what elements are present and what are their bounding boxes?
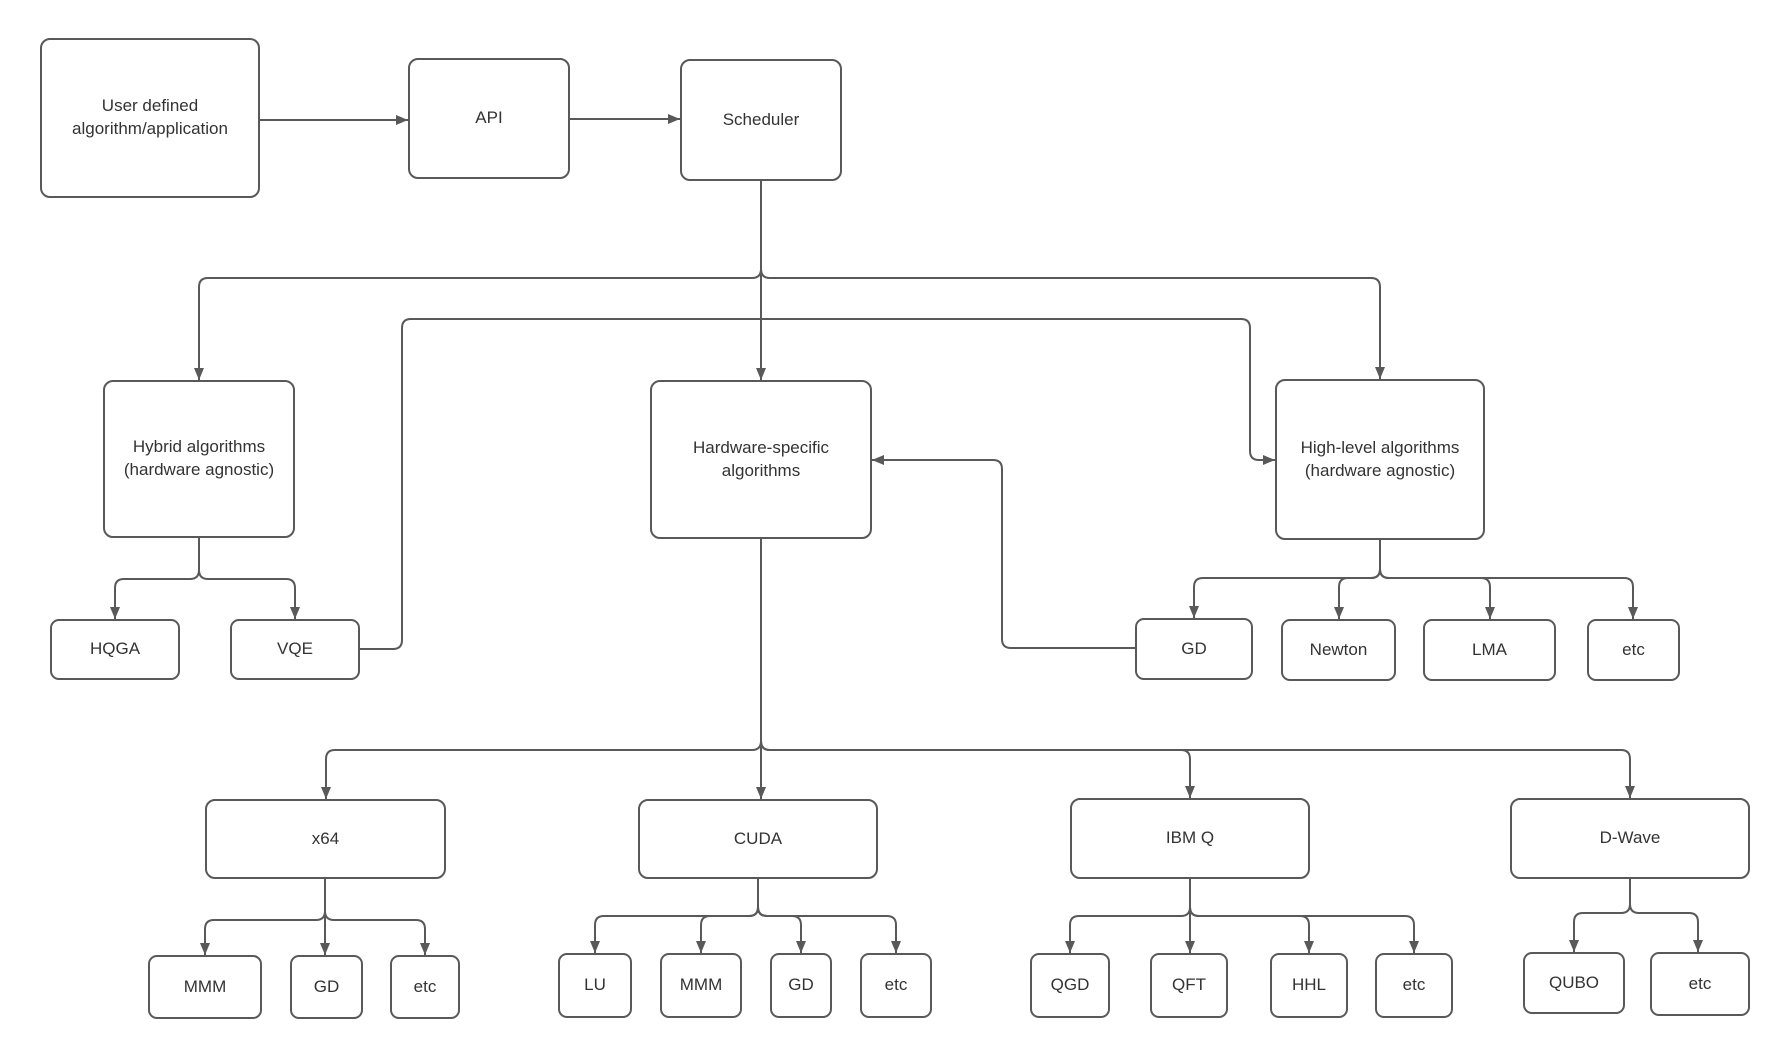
node-qft-ibmq: QFT — [1150, 953, 1228, 1018]
edge-dwave-qubo — [1574, 879, 1630, 952]
edge-cuda-mmm — [701, 879, 758, 953]
edge-ibmq-etc — [1190, 879, 1414, 953]
edge-x64-mmm — [205, 879, 325, 955]
edge-scheduler-hybrid — [199, 181, 761, 380]
node-user-defined-algorithm: User defined algorithm/application — [40, 38, 260, 198]
node-ibm-q: IBM Q — [1070, 798, 1310, 879]
edge-cuda-etc — [758, 879, 896, 953]
node-mmm-x64: MMM — [148, 955, 262, 1019]
node-cuda: CUDA — [638, 799, 878, 879]
node-mmm-cuda: MMM — [660, 953, 742, 1018]
node-etc-cuda: etc — [860, 953, 932, 1018]
node-gd-highlevel: GD — [1135, 618, 1253, 680]
node-hhl-ibmq: HHL — [1270, 953, 1348, 1018]
node-qgd-ibmq: QGD — [1030, 953, 1110, 1018]
node-hqga: HQGA — [50, 619, 180, 680]
edge-hardware-x64 — [326, 539, 761, 799]
node-vqe: VQE — [230, 619, 360, 680]
edge-x64-etc — [325, 879, 425, 955]
node-newton: Newton — [1281, 619, 1396, 681]
edge-gd-hardware — [872, 460, 1135, 648]
edge-hybrid-vqe — [199, 538, 295, 619]
node-gd-x64: GD — [290, 955, 363, 1019]
node-qubo-dwave: QUBO — [1523, 952, 1625, 1014]
edge-highlevel-lma — [1380, 540, 1490, 619]
node-hybrid-algorithms: Hybrid algorithms (hardware agnostic) — [103, 380, 295, 538]
node-api: API — [408, 58, 570, 179]
edge-ibmq-qgd — [1070, 879, 1190, 953]
edge-hardware-ibmq — [761, 539, 1190, 798]
node-high-level-algorithms: High-level algorithms (hardware agnostic) — [1275, 379, 1485, 540]
node-etc-x64: etc — [390, 955, 460, 1019]
node-lma: LMA — [1423, 619, 1556, 681]
node-d-wave: D-Wave — [1510, 798, 1750, 879]
edge-highlevel-newton — [1339, 540, 1380, 619]
node-etc-dwave: etc — [1650, 952, 1750, 1016]
edge-hybrid-hqga — [115, 538, 199, 619]
node-gd-cuda: GD — [770, 953, 832, 1018]
node-etc-ibmq: etc — [1375, 953, 1453, 1018]
edge-highlevel-etc — [1380, 540, 1633, 619]
node-etc-highlevel: etc — [1587, 619, 1680, 681]
node-lu-cuda: LU — [558, 953, 632, 1018]
edge-scheduler-highlevel — [761, 181, 1380, 379]
node-hardware-specific-algorithms: Hardware-specific algorithms — [650, 380, 872, 539]
edge-dwave-etc — [1630, 879, 1698, 952]
node-x64: x64 — [205, 799, 446, 879]
node-scheduler: Scheduler — [680, 59, 842, 181]
